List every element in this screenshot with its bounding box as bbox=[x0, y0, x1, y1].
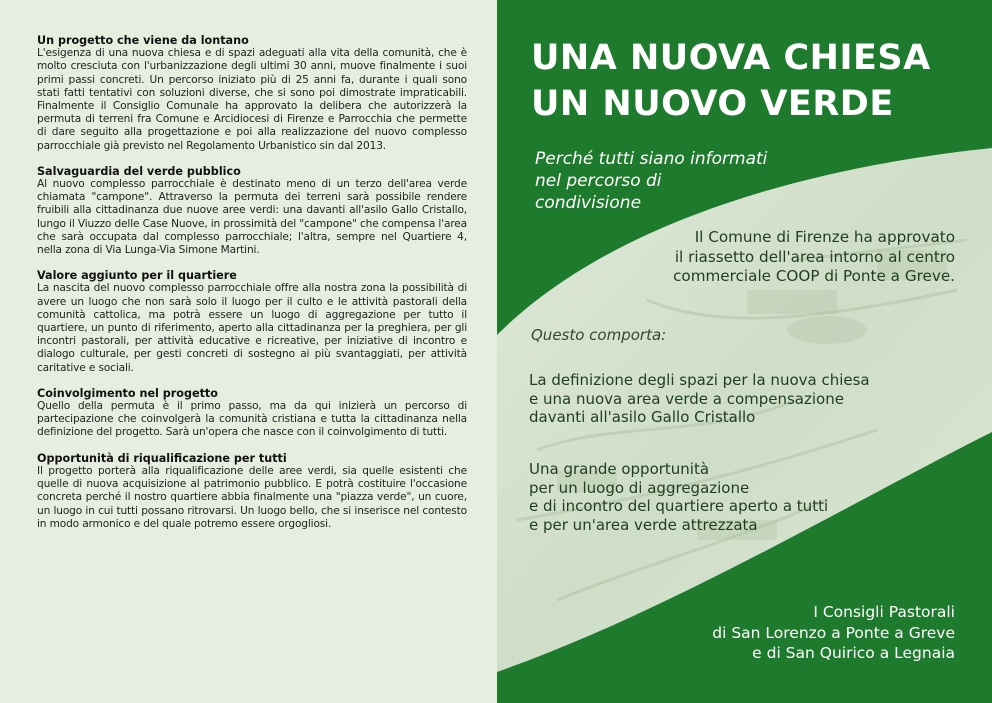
section-body: Il progetto porterà alla riqualificazione delle aree verdi, sia quelle esistenti che quelle di nuova acquisizione al patrimonio pubblico. E potrà costituire l'occasione concreta perché il nostro quartiere abbia finalmente una "piazza verde", un cuore, un luogo in cui tutti possano ritrovarsi. Un luogo bello, che si inserisce nel contesto in modo armonico e del quale potremo essere orgogliosi. bbox=[37, 464, 467, 530]
signature-line: di San Lorenzo a Ponte a Greve bbox=[712, 623, 955, 642]
definizione-spazi-block bbox=[529, 371, 959, 427]
cover-panel bbox=[497, 0, 992, 703]
title-line-2: UN NUOVO VERDE bbox=[531, 84, 894, 124]
title-line-1: UNA NUOVA CHIESA bbox=[531, 38, 931, 78]
signature-line: I Consigli Pastorali bbox=[813, 603, 955, 621]
block-line: e di incontro del quartiere aperto a tutti bbox=[529, 497, 829, 515]
section-heading: Opportunità di riqualificazione per tutti bbox=[37, 451, 287, 465]
block-line: Una grande opportunità bbox=[529, 460, 710, 478]
comune-line: il riassetto dell'area intorno al centro bbox=[674, 247, 955, 266]
signature-line: e di San Quirico a Legnaia bbox=[752, 644, 955, 662]
block-line: per un luogo di aggregazione bbox=[529, 478, 750, 497]
subtitle-line: nel percorso di bbox=[535, 171, 662, 191]
section-progetto-lontano bbox=[37, 34, 467, 153]
section-salvaguardia-verde bbox=[37, 165, 467, 257]
section-heading: Valore aggiunto per il quartiere bbox=[37, 269, 237, 283]
subtitle bbox=[535, 148, 835, 214]
block-line: davanti all'asilo Gallo Cristallo bbox=[529, 408, 756, 426]
block-line: e per un'area verde attrezzata bbox=[529, 515, 758, 534]
subtitle-line: Perché tutti siano informati bbox=[535, 149, 768, 169]
section-heading: Salvaguardia del verde pubblico bbox=[37, 164, 241, 178]
block-line: La definizione degli spazi per la nuova chiesa bbox=[529, 371, 870, 389]
comune-line: commerciale COOP di Ponte a Greve. bbox=[673, 267, 955, 285]
section-riqualificazione bbox=[37, 452, 467, 531]
section-heading: Un progetto che viene da lontano bbox=[37, 34, 249, 47]
signature bbox=[575, 602, 955, 664]
comporta-label: Questo comporta: bbox=[531, 326, 667, 344]
subtitle-line: condivisione bbox=[535, 193, 642, 213]
section-coinvolgimento bbox=[37, 387, 467, 440]
comune-line: Il Comune di Firenze ha approvato bbox=[694, 228, 955, 246]
section-body: L'esigenza di una nuova chiesa e di spazi adeguati alla vita della comunità, che è molto cresciuta con l'urbanizzazione degli ultimi 30 anni, muove finalmente i suoi primi passi concreti. Un percorso iniziato più di 25 anni fa, durante i quali sono stati fatti tentativi con soluzioni diverse, che si sono poi dimostrate impraticabili. Finalmente il Consiglio Comunale ha approvato la delibera che autorizzerà la permuta di terreni fra Comune e Arcidiocesi di Firenze e Parrocchia che permette di dare seguito alla progettazione e poi alla realizzazione del nuovo complesso parrocchiale già previsto nel Regolamento Urbanistico sin dal 2013. bbox=[37, 47, 467, 152]
section-body: La nascita del nuovo complesso parrocchiale offre alla nostra zona la possibilità di avere un luogo che non sarà solo il luogo per il culto e le attività pastorali della comunità cattolica, ma potrà essere un luogo di aggregazione per tutto il quartiere, un punto di riferimento, aperto alla cittadinanza per la preghiera, per gli incontri pastorali, per attività educative e ricreative, per iniziative di incontro e dialogo culturale, per gesti concreti di sostegno ai più svantaggiati, per attività caritative e sociali. bbox=[37, 282, 467, 374]
section-heading: Coinvolgimento nel progetto bbox=[37, 386, 218, 400]
section-body: Al nuovo complesso parrocchiale è destinato meno di un terzo dell'area verde chiamata "campone". Attraverso la permuta dei terreni sarà possibile rendere fruibili alla cittadinanza due nuove aree verdi: una davanti all'asilo Gallo Cristallo, lungo il Viuzzo delle Case Nuove, in prossimità del "campone" che compensa l'area che sarà occupata dal complesso parrocchiale; l'altra, sempre nel Quartiere 4, nella zona di Via Lunga-Via Simone Martini. bbox=[37, 178, 467, 257]
section-body: Quello della permuta è il primo passo, ma da qui inizierà un percorso di partecipazione che coinvolgerà la comunità cristiana e tutta la cittadinanza nella definizione del progetto. Sarà un'opera che nasce con il coinvolgimento di tutti. bbox=[37, 400, 467, 439]
opportunita-block bbox=[529, 460, 959, 534]
section-valore-aggiunto bbox=[37, 269, 467, 375]
block-line: e una nuova area verde a compensazione bbox=[529, 389, 844, 408]
comune-statement bbox=[595, 228, 955, 287]
